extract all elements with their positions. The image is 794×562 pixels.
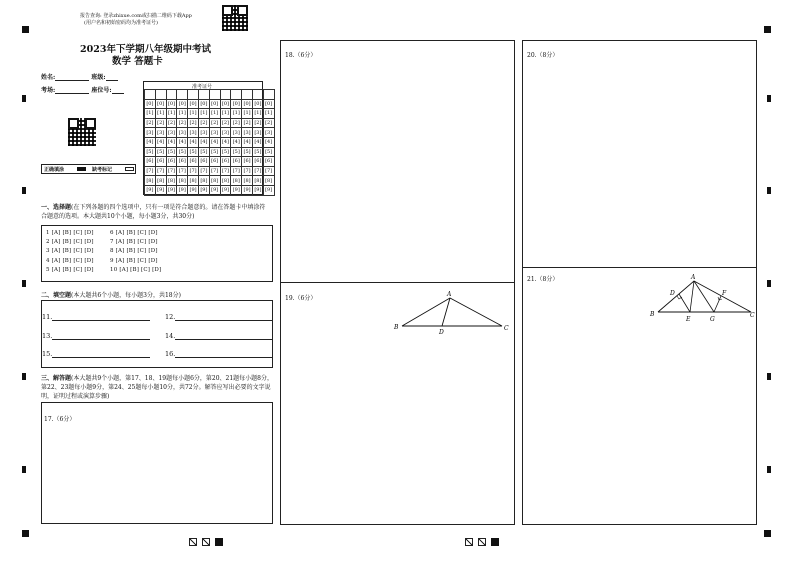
exam-digit-bubble[interactable]: [9] <box>146 187 154 194</box>
page-subtitle: 数学 答题卡 <box>112 56 163 67</box>
exam-digit-bubble[interactable]: [0] <box>178 100 186 107</box>
exam-digit-bubble[interactable]: [2] <box>167 120 176 127</box>
exam-digit-bubble[interactable]: [4] <box>146 139 154 146</box>
exam-digit-bubble[interactable]: [5] <box>200 148 208 155</box>
exam-digit-bubble[interactable]: [2] <box>189 120 197 127</box>
exam-digit-bubble[interactable]: [6] <box>157 158 165 165</box>
exam-digit-bubble[interactable]: [4] <box>189 139 197 146</box>
exam-digit-bubble[interactable]: [8] <box>243 177 251 184</box>
exam-digit-bubble[interactable]: [6] <box>146 158 154 165</box>
exam-digit-bubble[interactable]: [7] <box>178 168 186 175</box>
exam-digit-bubble[interactable]: [2] <box>178 120 186 127</box>
exam-digit-bubble[interactable]: [8] <box>189 177 197 184</box>
exam-digit-bubble[interactable]: [4] <box>211 139 219 146</box>
exam-digit-bubble[interactable]: [4] <box>232 139 240 146</box>
mc-question-row[interactable]: 9 [A] [B] [C] [D] <box>110 257 158 264</box>
exam-digit-bubble[interactable]: [5] <box>221 148 230 155</box>
missing-mark-label: 缺考标记 <box>92 167 113 173</box>
exam-digit-bubble[interactable]: [3] <box>243 129 251 136</box>
exam-digit-bubble[interactable]: [8] <box>157 177 165 184</box>
exam-digit-bubble[interactable]: [7] <box>189 168 197 175</box>
exam-digit-bubble[interactable]: [3] <box>189 129 197 136</box>
page-title: 2023年下学期八年级期中考试 <box>80 44 211 55</box>
exam-digit-bubble[interactable]: [5] <box>232 148 240 155</box>
exam-digit-bubble[interactable]: [1] <box>211 110 219 117</box>
page-mark-group-2 <box>465 531 499 550</box>
exam-digit-bubble[interactable]: [1] <box>146 110 154 117</box>
exam-digit-write-cell[interactable] <box>188 90 199 100</box>
exam-digit-bubble[interactable]: [4] <box>221 139 230 146</box>
right-angle-d <box>677 296 682 299</box>
side-mark <box>22 187 26 194</box>
exam-digit-bubble[interactable]: [1] <box>157 110 165 117</box>
exam-digit-bubble[interactable]: [2] <box>200 120 208 127</box>
answer-box-20[interactable] <box>522 40 757 268</box>
exam-digit-bubble[interactable]: [9] <box>157 187 165 194</box>
side-mark <box>767 280 771 287</box>
mc-question-row[interactable]: 4 [A] [B] [C] [D] <box>46 257 94 264</box>
exam-digit-write-cell[interactable] <box>145 90 156 100</box>
exam-digit-bubble[interactable]: [0] <box>221 100 230 107</box>
exam-digit-bubble[interactable]: [0] <box>200 100 208 107</box>
exam-digit-bubble[interactable]: [6] <box>221 158 230 165</box>
exam-digit-bubble[interactable]: [1] <box>189 110 197 117</box>
exam-digit-bubble[interactable]: [6] <box>178 158 186 165</box>
exam-digit-bubble[interactable]: [0] <box>243 100 251 107</box>
label-b: B <box>394 324 399 331</box>
exam-digit-bubble[interactable]: [0] <box>167 100 176 107</box>
page-mark-hatch <box>465 538 473 546</box>
exam-digit-write-cell[interactable] <box>263 90 274 100</box>
answer-box-17[interactable] <box>41 402 273 524</box>
exam-digit-bubble[interactable]: [8] <box>178 177 186 184</box>
exam-digit-bubble[interactable]: [7] <box>211 168 219 175</box>
exam-digit-bubble[interactable]: [7] <box>167 168 176 175</box>
exam-digit-bubble[interactable]: [6] <box>254 158 262 165</box>
question-18-label: 18.（6分） <box>285 52 317 59</box>
mc-question-row[interactable]: 5 [A] [B] [C] [D] <box>46 266 94 273</box>
exam-digit-bubble[interactable]: [4] <box>254 139 262 146</box>
exam-digit-write-cell[interactable] <box>252 90 263 100</box>
exam-digit-bubble[interactable]: [0] <box>146 100 154 107</box>
exam-digit-bubble[interactable]: [5] <box>178 148 186 155</box>
exam-digit-bubble[interactable]: [4] <box>157 139 165 146</box>
exam-digit-bubble[interactable]: [1] <box>221 110 230 117</box>
mc-question-row[interactable]: 3 [A] [B] [C] [D] <box>46 248 94 255</box>
exam-digit-bubble[interactable]: [3] <box>211 129 219 136</box>
page-mark-hatch <box>478 538 486 546</box>
exam-digit-write-cell[interactable] <box>198 90 209 100</box>
exam-digit-bubble[interactable]: [8] <box>167 177 176 184</box>
exam-digit-bubble[interactable]: [6] <box>265 158 273 165</box>
mc-question-row[interactable]: 7 [A] [B] [C] [D] <box>110 239 158 246</box>
exam-digit-bubble[interactable]: [1] <box>265 110 273 117</box>
registration-mark <box>22 26 29 33</box>
side-mark <box>22 466 26 473</box>
exam-digit-bubble[interactable]: [9] <box>178 187 186 194</box>
label-e: E <box>686 316 691 323</box>
page-mark-solid <box>215 538 223 546</box>
exam-digit-bubble[interactable]: [5] <box>189 148 197 155</box>
exam-digit-bubble[interactable]: [4] <box>243 139 251 146</box>
page-mark-hatch <box>202 538 210 546</box>
exam-digit-bubble[interactable]: [2] <box>146 120 154 127</box>
figure-19 <box>390 288 515 338</box>
exam-digit-bubble[interactable]: [6] <box>243 158 251 165</box>
room-field[interactable]: 考场: 座位号: <box>41 85 124 94</box>
exam-digit-bubble[interactable]: [3] <box>146 129 154 136</box>
exam-digit-bubble[interactable]: [1] <box>243 110 251 117</box>
exam-digit-bubble[interactable]: [9] <box>221 187 230 194</box>
exam-digit-write-cell[interactable] <box>166 90 177 100</box>
exam-digit-bubble[interactable]: [1] <box>200 110 208 117</box>
label-d: D <box>670 290 675 297</box>
exam-digit-bubble[interactable]: [5] <box>157 148 165 155</box>
exam-digit-bubble[interactable]: [9] <box>265 187 273 194</box>
report-notice-line1: 报告查询: 登录zhixue.com或扫描二维码下载App <box>80 13 192 19</box>
exam-digit-bubble[interactable]: [5] <box>265 148 273 155</box>
registration-mark <box>764 26 771 33</box>
exam-digit-bubble[interactable]: [2] <box>211 120 219 127</box>
name-field[interactable]: 姓名: 班级: <box>41 72 118 81</box>
blank-14[interactable]: 14. <box>165 332 273 340</box>
exam-number-grid[interactable] <box>144 89 275 196</box>
segment-fg <box>714 296 721 312</box>
student-qr-code[interactable] <box>68 118 96 146</box>
exam-digit-write-cell[interactable] <box>220 90 231 100</box>
question-19-label: 19.（6分） <box>285 295 317 302</box>
question-17-label: 17.（6分） <box>44 416 76 423</box>
question-21-label: 21.（8分） <box>527 276 559 283</box>
exam-digit-bubble[interactable]: [4] <box>178 139 186 146</box>
side-mark <box>22 280 26 287</box>
exam-digit-bubble[interactable]: [7] <box>200 168 208 175</box>
exam-digit-bubble[interactable]: [8] <box>211 177 219 184</box>
segment-de <box>679 294 690 312</box>
label-b: B <box>650 311 655 318</box>
exam-digit-bubble[interactable]: [7] <box>254 168 262 175</box>
side-mark <box>22 95 26 102</box>
correct-fill-label: 正确填涂 <box>44 167 65 173</box>
figure-21 <box>648 272 758 324</box>
exam-digit-bubble[interactable]: [6] <box>189 158 197 165</box>
label-a: A <box>691 274 696 281</box>
label-g: G <box>710 316 715 323</box>
exam-digit-bubble[interactable]: [2] <box>157 120 165 127</box>
exam-digit-bubble[interactable]: [5] <box>167 148 176 155</box>
exam-digit-bubble[interactable]: [9] <box>254 187 262 194</box>
exam-digit-write-cell[interactable] <box>231 90 242 100</box>
exam-digit-write-cell[interactable] <box>155 90 166 100</box>
mc-question-row[interactable]: 8 [A] [B] [C] [D] <box>110 248 158 255</box>
exam-digit-bubble[interactable]: [2] <box>265 120 273 127</box>
exam-digit-bubble[interactable]: [0] <box>254 100 262 107</box>
section2-heading: 二、填空题(本大题共6个小题，每小题3分，共18分) <box>41 292 181 299</box>
exam-digit-bubble[interactable]: [5] <box>254 148 262 155</box>
exam-digit-bubble[interactable]: [5] <box>243 148 251 155</box>
exam-digit-bubble[interactable]: [3] <box>200 129 208 136</box>
blank-13[interactable]: 13. <box>42 332 150 340</box>
exam-digit-bubble[interactable]: [4] <box>167 139 176 146</box>
exam-digit-bubble[interactable]: [2] <box>243 120 251 127</box>
exam-digit-bubble[interactable]: [8] <box>254 177 262 184</box>
top-qr-code[interactable] <box>222 5 248 31</box>
exam-digit-bubble[interactable]: [1] <box>254 110 262 117</box>
exam-digit-bubble[interactable]: [3] <box>221 129 230 136</box>
exam-digit-bubble[interactable]: [7] <box>157 168 165 175</box>
section1-heading: 一、选择题(在下列各题的四个选项中，只有一项是符合题意的。请在答题卡中填涂符合题意的选项。本大题共10个小题，每小题3分，共30分) <box>41 204 266 220</box>
exam-digit-bubble[interactable]: [3] <box>254 129 262 136</box>
exam-digit-write-cell[interactable] <box>177 90 188 100</box>
mc-question-row[interactable]: 2 [A] [B] [C] [D] <box>46 239 94 246</box>
exam-digit-bubble[interactable]: [2] <box>221 120 230 127</box>
missing-mark-box[interactable] <box>125 167 134 171</box>
exam-digit-bubble[interactable]: [6] <box>211 158 219 165</box>
exam-digit-bubble[interactable]: [3] <box>167 129 176 136</box>
correct-fill-sample <box>77 167 86 171</box>
exam-digit-bubble[interactable]: [9] <box>189 187 197 194</box>
blank-15[interactable]: 15. <box>42 350 150 358</box>
mc-question-row[interactable]: 10 [A] [B] [C] [D] <box>110 266 162 273</box>
exam-digit-bubble[interactable]: [0] <box>211 100 219 107</box>
blank-16[interactable]: 16. <box>165 350 273 358</box>
exam-digit-bubble[interactable]: [6] <box>167 158 176 165</box>
blank-11[interactable]: 11. <box>42 313 150 321</box>
label-c: C <box>504 325 509 332</box>
exam-digit-bubble[interactable]: [2] <box>254 120 262 127</box>
segment-ag <box>694 281 714 312</box>
exam-digit-write-cell[interactable] <box>242 90 253 100</box>
section3-heading: 三、解答题(本大题共9个小题，第17、18、19题每小题6分，第20、21题每小题8分，第22、23题每小题9分，第24、25题每小题10分，共72分。解答应写出必要的文字说明，证明过程或演算步骤) <box>41 375 273 400</box>
side-mark <box>767 373 771 380</box>
side-mark <box>22 373 26 380</box>
exam-digit-bubble[interactable]: [8] <box>221 177 230 184</box>
exam-digit-bubble[interactable]: [7] <box>265 168 273 175</box>
exam-digit-bubble[interactable]: [3] <box>157 129 165 136</box>
exam-digit-bubble[interactable]: [9] <box>232 187 240 194</box>
exam-digit-write-cell[interactable] <box>209 90 220 100</box>
question-20-label: 20.（8分） <box>527 52 559 59</box>
exam-digit-bubble[interactable]: [7] <box>243 168 251 175</box>
exam-digit-bubble[interactable]: [6] <box>232 158 240 165</box>
exam-digit-bubble[interactable]: [0] <box>157 100 165 107</box>
exam-digit-bubble[interactable]: [8] <box>200 177 208 184</box>
exam-digit-bubble[interactable]: [9] <box>200 187 208 194</box>
label-d: D <box>439 329 444 336</box>
exam-digit-bubble[interactable]: [0] <box>232 100 240 107</box>
registration-mark <box>764 530 771 537</box>
exam-digit-bubble[interactable]: [7] <box>221 168 230 175</box>
page-mark-solid <box>491 538 499 546</box>
registration-mark <box>22 530 29 537</box>
page-mark-group-1 <box>189 531 223 550</box>
exam-digit-bubble[interactable]: [7] <box>232 168 240 175</box>
exam-digit-bubble[interactable]: [3] <box>232 129 240 136</box>
exam-digit-bubble[interactable]: [2] <box>232 120 240 127</box>
mc-question-row[interactable]: 1 [A] [B] [C] [D] <box>46 230 94 236</box>
exam-digit-bubble[interactable]: [4] <box>200 139 208 146</box>
side-mark <box>767 187 771 194</box>
exam-digit-bubble[interactable]: [1] <box>178 110 186 117</box>
exam-digit-bubble[interactable]: [3] <box>265 129 273 136</box>
triangle-abc <box>402 298 502 326</box>
exam-digit-bubble[interactable]: [5] <box>146 148 154 155</box>
exam-digit-bubble[interactable]: [4] <box>265 139 273 146</box>
exam-digit-bubble[interactable]: [5] <box>211 148 219 155</box>
exam-digit-bubble[interactable]: [0] <box>189 100 197 107</box>
blank-12[interactable]: 12. <box>165 313 273 321</box>
segment-ae <box>690 281 694 312</box>
side-mark <box>767 466 771 473</box>
page-mark-hatch <box>189 538 197 546</box>
exam-digit-bubble[interactable]: [8] <box>232 177 240 184</box>
exam-digit-bubble[interactable]: [1] <box>232 110 240 117</box>
exam-digit-bubble[interactable]: [9] <box>243 187 251 194</box>
exam-number-label: 准考证号 <box>192 84 213 90</box>
fill-legend <box>41 164 136 174</box>
exam-digit-bubble[interactable]: [7] <box>146 168 154 175</box>
label-c: C <box>750 312 755 319</box>
exam-digit-bubble[interactable]: [8] <box>265 177 273 184</box>
label-a: A <box>447 291 452 298</box>
exam-digit-bubble[interactable]: [9] <box>167 187 176 194</box>
mc-question-row[interactable]: 6 [A] [B] [C] [D] <box>110 230 158 236</box>
exam-digit-bubble[interactable]: [8] <box>146 177 154 184</box>
exam-digit-bubble[interactable]: [0] <box>265 100 273 107</box>
label-f: F <box>722 290 727 297</box>
report-notice-line2: (用户名和初始密码均为准考证号) <box>84 20 158 26</box>
exam-digit-bubble[interactable]: [6] <box>200 158 208 165</box>
side-mark <box>767 95 771 102</box>
exam-digit-bubble[interactable]: [3] <box>178 129 186 136</box>
exam-digit-bubble[interactable]: [1] <box>167 110 176 117</box>
exam-digit-bubble[interactable]: [9] <box>211 187 219 194</box>
answer-box-18[interactable] <box>280 40 515 283</box>
